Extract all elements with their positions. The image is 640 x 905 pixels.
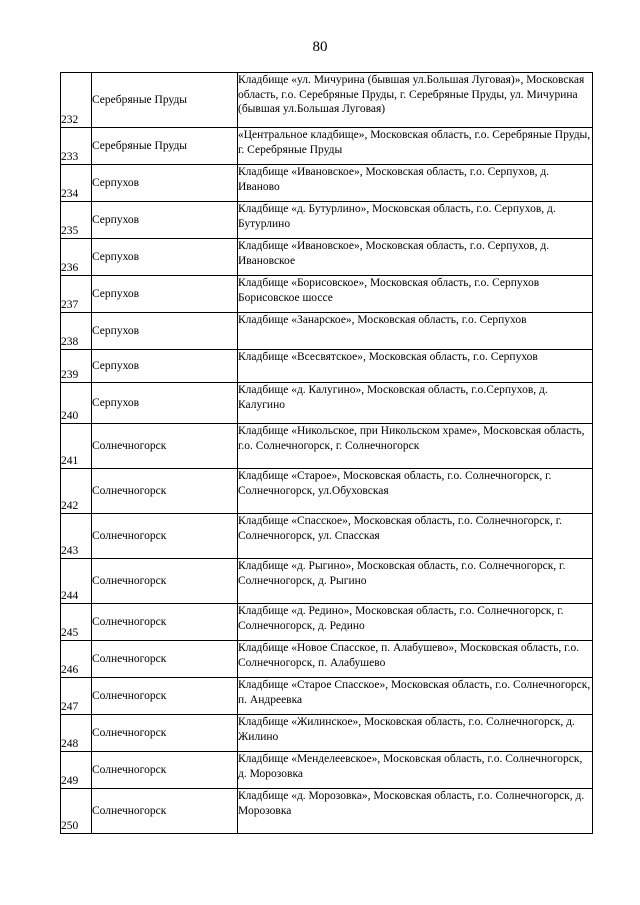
cemetery-description: Кладбище «д. Калугино», Московская область, г.о.Серпухов, д. Калугино — [238, 383, 593, 424]
cemetery-description: Кладбище «Всесвятское», Московская область, г.о. Серпухов — [238, 350, 593, 383]
table-row — [61, 789, 593, 834]
town-name: Серпухов — [92, 383, 238, 424]
cemetery-table-body — [61, 73, 593, 834]
table-row — [61, 469, 593, 514]
row-number: 235 — [61, 202, 92, 239]
row-number: 250 — [61, 789, 92, 834]
town-name: Солнечногорск — [92, 789, 238, 834]
row-number: 237 — [61, 276, 92, 313]
cemetery-description: Кладбище «Старое», Московская область, г.о. Солнечногорск, г. Солнечногорск, ул.Обуховская — [238, 469, 593, 514]
cemetery-description: Кладбище «д. Редино», Московская область, г.о. Солнечногорск, г. Солнечногорск, д. Редино — [238, 604, 593, 641]
row-number: 244 — [61, 559, 92, 604]
town-name: Солнечногорск — [92, 604, 238, 641]
town-name: Солнечногорск — [92, 752, 238, 789]
row-number: 238 — [61, 313, 92, 350]
row-number: 247 — [61, 678, 92, 715]
row-number: 243 — [61, 514, 92, 559]
table-row — [61, 165, 593, 202]
cemetery-table — [60, 72, 593, 834]
table-row — [61, 239, 593, 276]
row-number: 234 — [61, 165, 92, 202]
cemetery-description: Кладбище «Ивановское», Московская область, г.о. Серпухов, д. Ивановское — [238, 239, 593, 276]
row-number: 249 — [61, 752, 92, 789]
cemetery-description: Кладбище «Спасское», Московская область, г.о. Солнечногорск, г. Солнечногорск, ул. Спасская — [238, 514, 593, 559]
table-row — [61, 678, 593, 715]
row-number: 240 — [61, 383, 92, 424]
town-name: Солнечногорск — [92, 559, 238, 604]
cemetery-description: Кладбище «д. Морозовка», Московская область, г.о. Солнечногорск, д. Морозовка — [238, 789, 593, 834]
cemetery-description: Кладбище «Борисовское», Московская область, г.о. Серпухов Борисовское шоссе — [238, 276, 593, 313]
town-name: Солнечногорск — [92, 678, 238, 715]
row-number: 239 — [61, 350, 92, 383]
cemetery-description: Кладбище «Никольское, при Никольском храме», Московская область, г.о. Солнечногорск, г. Солнечногорск — [238, 424, 593, 469]
cemetery-description: Кладбище «д. Рыгино», Московская область, г.о. Солнечногорск, г. Солнечногорск, д. Рыгино — [238, 559, 593, 604]
cemetery-description: Кладбище «Жилинское», Московская область, г.о. Солнечногорск, д. Жилино — [238, 715, 593, 752]
town-name: Серпухов — [92, 276, 238, 313]
row-number: 232 — [61, 73, 92, 128]
town-name: Серпухов — [92, 239, 238, 276]
row-number: 242 — [61, 469, 92, 514]
row-number: 233 — [61, 128, 92, 165]
table-row — [61, 752, 593, 789]
town-name: Солнечногорск — [92, 469, 238, 514]
table-row — [61, 313, 593, 350]
cemetery-description: Кладбище «Ивановское», Московская область, г.о. Серпухов, д. Иваново — [238, 165, 593, 202]
table-row — [61, 128, 593, 165]
row-number: 236 — [61, 239, 92, 276]
town-name: Серпухов — [92, 350, 238, 383]
table-row — [61, 350, 593, 383]
town-name: Серпухов — [92, 202, 238, 239]
town-name: Серебряные Пруды — [92, 73, 238, 128]
table-row — [61, 202, 593, 239]
town-name: Солнечногорск — [92, 514, 238, 559]
cemetery-description: Кладбище «Менделеевское», Московская область, г.о. Солнечногорск, д. Морозовка — [238, 752, 593, 789]
table-row — [61, 641, 593, 678]
table-row — [61, 276, 593, 313]
town-name: Серпухов — [92, 165, 238, 202]
cemetery-description: Кладбище «Занарское», Московская область, г.о. Серпухов — [238, 313, 593, 350]
cemetery-description: Кладбище «д. Бутурлино», Московская область, г.о. Серпухов, д. Бутурлино — [238, 202, 593, 239]
cemetery-description: Кладбище «Старое Спасское», Московская область, г.о. Солнечногорск, п. Андреевка — [238, 678, 593, 715]
town-name: Серебряные Пруды — [92, 128, 238, 165]
table-row — [61, 559, 593, 604]
row-number: 241 — [61, 424, 92, 469]
town-name: Солнечногорск — [92, 715, 238, 752]
table-row — [61, 604, 593, 641]
cemetery-description: Кладбище «ул. Мичурина (бывшая ул.Большая Луговая)», Московская область, г.о. Серебряные Пруды, г. Серебряные Пруды, ул. Мичурина (бывшая ул.Большая Луговая) — [238, 73, 593, 128]
table-row — [61, 73, 593, 128]
town-name: Солнечногорск — [92, 424, 238, 469]
row-number: 245 — [61, 604, 92, 641]
cemetery-description: «Центральное кладбище», Московская область, г.о. Серебряные Пруды, г. Серебряные Пруды — [238, 128, 593, 165]
table-row — [61, 383, 593, 424]
page-number: 80 — [312, 39, 328, 55]
table-row — [61, 424, 593, 469]
cemetery-description: Кладбище «Новое Спасское, п. Алабушево», Московская область, г.о. Солнечногорск, п. Алабушево — [238, 641, 593, 678]
row-number: 246 — [61, 641, 92, 678]
table-row — [61, 514, 593, 559]
row-number: 248 — [61, 715, 92, 752]
town-name: Солнечногорск — [92, 641, 238, 678]
town-name: Серпухов — [92, 313, 238, 350]
table-row — [61, 715, 593, 752]
